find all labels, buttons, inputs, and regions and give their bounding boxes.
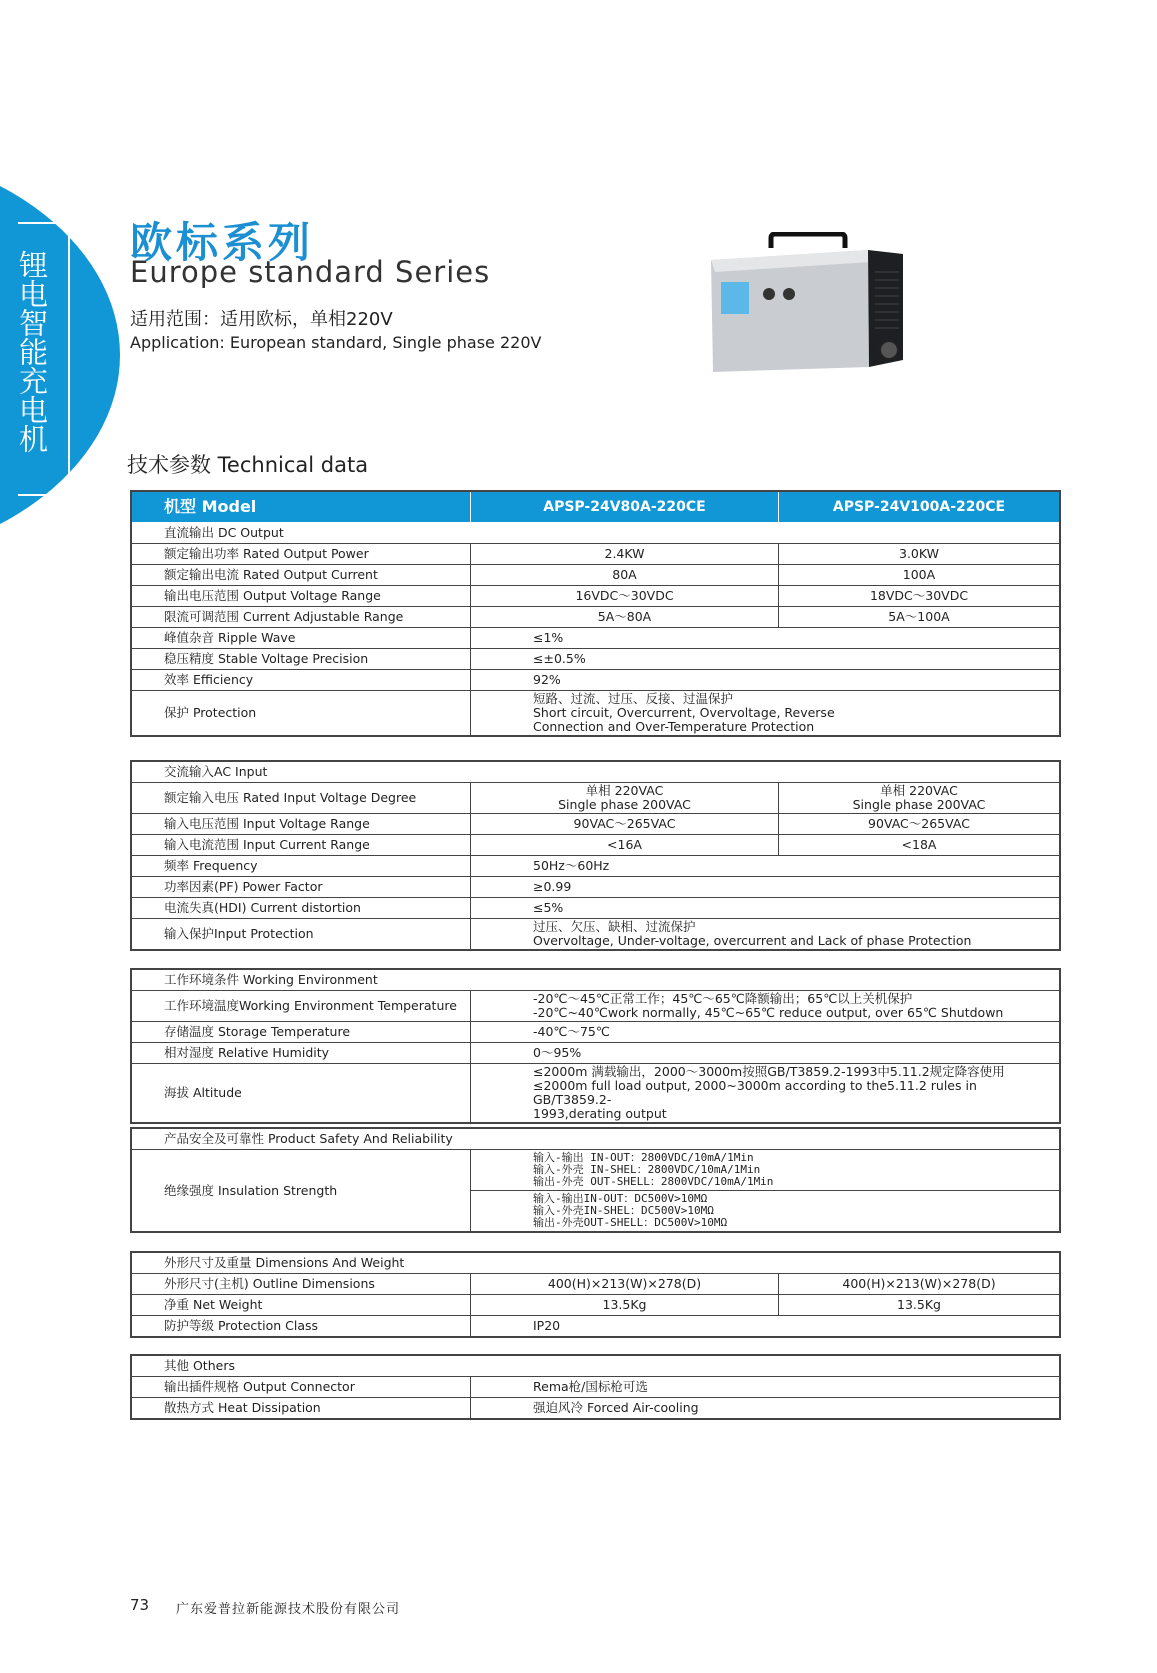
section-row: [131, 761, 1060, 783]
row-value: [471, 991, 1061, 1022]
row-value: ≤±0.5%: [471, 649, 1061, 670]
row-value: [471, 1150, 1061, 1233]
row-value-1: [471, 783, 779, 814]
row-label: 输入电流范围 Input Current Range: [131, 835, 471, 856]
row-value: Rema枪/国标枪可选: [471, 1377, 1061, 1398]
row-label: 保护 Protection: [131, 691, 471, 737]
row-value-2: 18VDC～30VDC: [779, 586, 1061, 607]
row-label: 频率 Frequency: [131, 856, 471, 877]
table-row: [131, 670, 1060, 691]
row-value-2: 400(H)×213(W)×278(D): [779, 1274, 1061, 1295]
row-value: 92%: [471, 670, 1061, 691]
row-value-1: 400(H)×213(W)×278(D): [471, 1274, 779, 1295]
dc-output-table: [130, 490, 1061, 737]
table-row: [131, 1043, 1060, 1064]
side-label: 锂电智能充电机: [15, 250, 49, 453]
model-1: APSP-24V80A-220CE: [471, 491, 779, 523]
technical-data-title: 技术参数 Technical data: [127, 453, 369, 477]
text-line: 输入-输出 IN-OUT：2800VDC/10mA/1Min: [533, 1151, 754, 1164]
row-value: ≤1%: [471, 628, 1061, 649]
table-row: [131, 1274, 1060, 1295]
row-value: IP20: [471, 1316, 1061, 1338]
row-label: 额定输出电流 Rated Output Current: [131, 565, 471, 586]
table-row: [131, 835, 1060, 856]
table-row: [131, 607, 1060, 628]
row-value-2: 13.5Kg: [779, 1295, 1061, 1316]
table-row: [131, 877, 1060, 898]
row-value: ≥0.99: [471, 877, 1061, 898]
page-title-en: Europe standard Series: [130, 255, 491, 289]
text-line: 1993,derating output: [533, 1106, 667, 1121]
row-value: [471, 691, 1061, 737]
row-label: 净重 Net Weight: [131, 1295, 471, 1316]
section-row: [131, 1355, 1060, 1377]
text-line: 输入-外壳IN-SHEL：DC500V>10MΩ: [533, 1204, 714, 1217]
row-value-2: 100A: [779, 565, 1061, 586]
table-row: [131, 586, 1060, 607]
model-2: APSP-24V100A-220CE: [779, 491, 1061, 523]
charger-product-image: [693, 232, 923, 382]
row-label: 限流可调范围 Current Adjustable Range: [131, 607, 471, 628]
text-line: 短路、过流、过压、反接、过温保护: [533, 691, 734, 706]
row-value-1: 13.5Kg: [471, 1295, 779, 1316]
page-title-cn: 欧标系列: [130, 218, 315, 267]
row-label: 海拔 Altitude: [131, 1064, 471, 1124]
model-label: 机型 Model: [131, 491, 471, 523]
row-label: 电流失真(HDI) Current distortion: [131, 898, 471, 919]
table-row: [131, 544, 1060, 565]
table-row: [131, 1022, 1060, 1043]
row-value: 强迫风冷 Forced Air-cooling: [471, 1398, 1061, 1420]
row-value-1: 90VAC～265VAC: [471, 814, 779, 835]
row-value-1: 16VDC～30VDC: [471, 586, 779, 607]
section-row: [131, 523, 1060, 544]
text-line: Connection and Over-Temperature Protection: [533, 719, 815, 734]
row-value: 50Hz～60Hz: [471, 856, 1061, 877]
table-row: [131, 783, 1060, 814]
text-line: Single phase 200VAC: [852, 797, 986, 812]
row-label: 效率 Efficiency: [131, 670, 471, 691]
table-row: [131, 565, 1060, 586]
row-value-2: 3.0KW: [779, 544, 1061, 565]
row-label: 额定输入电压 Rated Input Voltage Degree: [131, 783, 471, 814]
application-cn: 适用范围：适用欧标，单相220V: [130, 309, 393, 330]
row-label: 峰值杂音 Ripple Wave: [131, 628, 471, 649]
row-value-1: <16A: [471, 835, 779, 856]
application-en: Application: European standard, Single phase 220V: [130, 333, 542, 352]
row-label: 存储温度 Storage Temperature: [131, 1022, 471, 1043]
text-line: ≤2000m 满载输出，2000～3000m按照GB/T3859.2-1993中5.11.2规定降容使用: [533, 1064, 1005, 1079]
text-line: -20℃~40℃work normally, 45℃~65℃ reduce output, over 65℃ Shutdown: [533, 1005, 1004, 1020]
table-row: [131, 1377, 1060, 1398]
insulation-group-b: [471, 1191, 1059, 1231]
table-row: [131, 1316, 1060, 1338]
row-value: -40℃～75℃: [471, 1022, 1061, 1043]
text-line: Short circuit, Overcurrent, Overvoltage, Reverse: [533, 705, 835, 720]
row-label: 外形尺寸(主机) Outline Dimensions: [131, 1274, 471, 1295]
row-value: 0～95%: [471, 1043, 1061, 1064]
row-value: [471, 1064, 1061, 1124]
text-line: -20℃～45℃正常工作；45℃～65℃降额输出；65℃以上关机保护: [533, 991, 913, 1006]
table-row: [131, 691, 1060, 737]
insulation-group-a: [471, 1150, 1059, 1191]
page-number: 73: [130, 1596, 150, 1614]
company-name: 广东爱普拉新能源技术股份有限公司: [176, 1602, 401, 1617]
section-row: [131, 1252, 1060, 1274]
row-label: 额定输出功率 Rated Output Power: [131, 544, 471, 565]
row-value-2: [779, 783, 1061, 814]
table-row: [131, 649, 1060, 670]
row-label: 散热方式 Heat Dissipation: [131, 1398, 471, 1420]
text-line: 单相 220VAC: [585, 783, 664, 798]
dc-output-section: 直流输出 DC Output: [131, 523, 1060, 544]
environment-table: [130, 968, 1061, 1124]
table-row: [131, 1295, 1060, 1316]
row-value-2: <18A: [779, 835, 1061, 856]
others-table: [130, 1354, 1061, 1420]
ac-input-table: [130, 760, 1061, 951]
dimensions-section: 外形尺寸及重量 Dimensions And Weight: [131, 1252, 1060, 1274]
model-header-row: [131, 491, 1060, 523]
table-row: [131, 991, 1060, 1022]
table-row: [131, 1150, 1060, 1233]
row-value-2: 90VAC～265VAC: [779, 814, 1061, 835]
row-label: 输入保护Input Protection: [131, 919, 471, 951]
text-line: 输入-输出IN-OUT：DC500V>10MΩ: [533, 1192, 708, 1205]
text-line: 单相 220VAC: [880, 783, 958, 798]
table-row: [131, 919, 1060, 951]
safety-section: 产品安全及可靠性 Product Safety And Reliability: [131, 1128, 1060, 1150]
table-row: [131, 898, 1060, 919]
table-row: [131, 628, 1060, 649]
table-row: [131, 1398, 1060, 1420]
row-value-2: 5A～100A: [779, 607, 1061, 628]
row-label: 工作环境温度Working Environment Temperature: [131, 991, 471, 1022]
section-row: [131, 969, 1060, 991]
environment-section: 工作环境条件 Working Environment: [131, 969, 1060, 991]
others-section: 其他 Others: [131, 1355, 1060, 1377]
row-label: 防护等级 Protection Class: [131, 1316, 471, 1338]
row-label: 相对湿度 Relative Humidity: [131, 1043, 471, 1064]
row-label: 输入电压范围 Input Voltage Range: [131, 814, 471, 835]
section-row: [131, 1128, 1060, 1150]
row-value-1: 80A: [471, 565, 779, 586]
row-value-1: 2.4KW: [471, 544, 779, 565]
row-value-1: 5A～80A: [471, 607, 779, 628]
text-line: 输出-外壳 OUT-SHELL：2800VDC/10mA/1Min: [533, 1175, 774, 1188]
table-row: [131, 814, 1060, 835]
row-label: 稳压精度 Stable Voltage Precision: [131, 649, 471, 670]
text-line: 过压、欠压、缺相、过流保护: [533, 919, 696, 934]
table-row: [131, 856, 1060, 877]
ac-input-section: 交流输入AC Input: [131, 761, 1060, 783]
table-row: [131, 1064, 1060, 1124]
row-label: 输出电压范围 Output Voltage Range: [131, 586, 471, 607]
dimensions-table: [130, 1251, 1061, 1338]
text-line: Overvoltage, Under-voltage, overcurrent and Lack of phase Protection: [533, 933, 972, 948]
row-value: [471, 919, 1061, 951]
text-line: ≤2000m full load output, 2000~3000m according to the5.11.2 rules in GB/T3859.2-: [533, 1078, 977, 1107]
row-label: 功率因素(PF) Power Factor: [131, 877, 471, 898]
text-line: 输入-外壳 IN-SHEL：2800VDC/10mA/1Min: [533, 1163, 761, 1176]
row-label: 绝缘强度 Insulation Strength: [131, 1150, 471, 1233]
safety-table: [130, 1127, 1061, 1233]
text-line: Single phase 200VAC: [558, 797, 691, 812]
text-line: 输出-外壳OUT-SHELL：DC500V>10MΩ: [533, 1216, 728, 1229]
row-label: 输出插件规格 Output Connector: [131, 1377, 471, 1398]
row-value: ≤5%: [471, 898, 1061, 919]
